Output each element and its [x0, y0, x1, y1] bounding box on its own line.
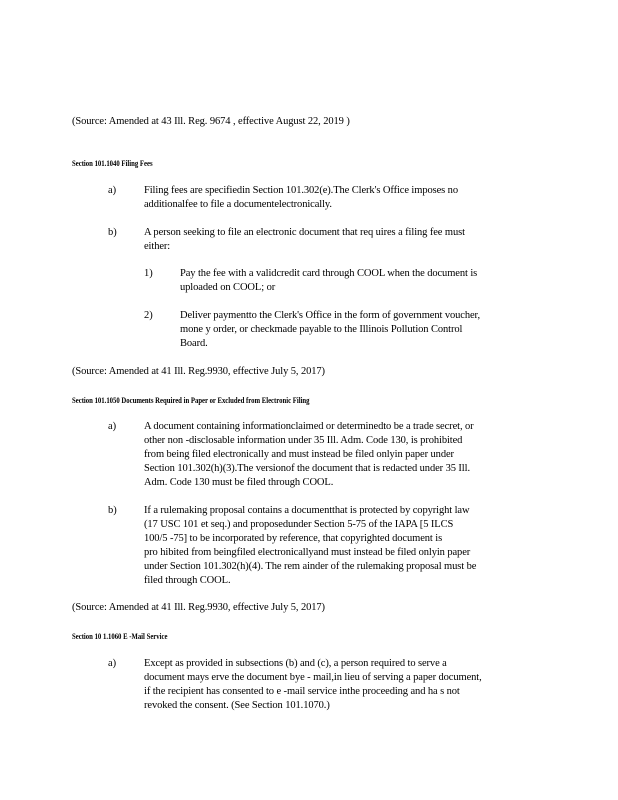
- paragraph-line: Section 101.302(h)(3).The versionof the document that is redacted under 35 Ill.: [144, 463, 470, 474]
- item-label: a): [108, 185, 117, 196]
- paragraph-line: A document containing informationclaimed or determinedto be a trade secret, or: [144, 421, 474, 432]
- paragraph-line: Pay the fee with a validcredit card through COOL when the document is: [180, 268, 478, 279]
- paragraph-line: revoked the consent. (See Section 101.1070.): [144, 700, 330, 711]
- paragraph-line: mone y order, or checkmade payable to the Illinois Pollution Control: [180, 324, 463, 335]
- item-label: a): [108, 421, 117, 432]
- paragraph-line: pro hibited from beingfiled electronicallyand must instead be filed onlyin paper: [144, 547, 471, 558]
- paragraph-line: filed through COOL.: [144, 575, 231, 586]
- paragraph-line: Adm. Code 130 must be filed through COOL.: [144, 477, 334, 488]
- paragraph-line: other non -disclosable information under 35 Ill. Adm. Code 130, is prohibited: [144, 435, 463, 446]
- subitem-label: 1): [144, 268, 153, 279]
- section-heading: Section 101.1050 Documents Required in Paper or Excluded from Electronic Filing: [72, 396, 310, 405]
- item-label: a): [108, 658, 117, 669]
- paragraph-line: if the recipient has consented to e -mail service inthe proceeding and ha s not: [144, 686, 460, 697]
- paragraph-line: If a rulemaking proposal contains a documentthat is protected by copyright law: [144, 505, 470, 516]
- source-note: (Source: Amended at 41 Ill. Reg.9930, effective July 5, 2017): [72, 602, 325, 613]
- paragraph-line: either:: [144, 241, 171, 252]
- paragraph-line: under Section 101.302(h)(4). The rem ainder of the rulemaking proposal must be: [144, 561, 477, 572]
- paragraph-line: 100/5 -75] to be incorporated by reference, that copyrighted document is: [144, 533, 443, 544]
- paragraph-line: Filing fees are specifiedin Section 101.302(e).The Clerk's Office imposes no: [144, 185, 458, 196]
- paragraph-line: (17 USC 101 et seq.) and proposedunder Section 5-75 of the IAPA [5 ILCS: [144, 519, 454, 530]
- paragraph-line: Board.: [180, 338, 208, 349]
- source-note: (Source: Amended at 43 Ill. Reg. 9674 , effective August 22, 2019 ): [72, 116, 350, 127]
- paragraph-line: document mays erve the document bye - mail,in lieu of serving a paper document,: [144, 672, 482, 683]
- item-label: b): [108, 227, 117, 238]
- item-label: b): [108, 505, 117, 516]
- subitem-label: 2): [144, 310, 153, 321]
- paragraph-line: uploaded on COOL; or: [180, 282, 276, 293]
- paragraph-line: A person seeking to file an electronic document that req uires a filing fee must: [144, 227, 465, 238]
- paragraph-line: from being filed electronically and must instead be filed onlyin paper under: [144, 449, 454, 460]
- section-heading: Section 10 1.1060 E -Mail Service: [72, 632, 168, 641]
- source-note: (Source: Amended at 41 Ill. Reg.9930, effective July 5, 2017): [72, 366, 325, 377]
- paragraph-line: additionalfee to file a documentelectronically.: [144, 199, 332, 210]
- paragraph-line: Deliver paymentto the Clerk's Office in the form of government voucher,: [180, 310, 481, 321]
- paragraph-line: Except as provided in subsections (b) and (c), a person required to serve a: [144, 658, 447, 669]
- section-heading: Section 101.1040 Filing Fees: [72, 159, 153, 168]
